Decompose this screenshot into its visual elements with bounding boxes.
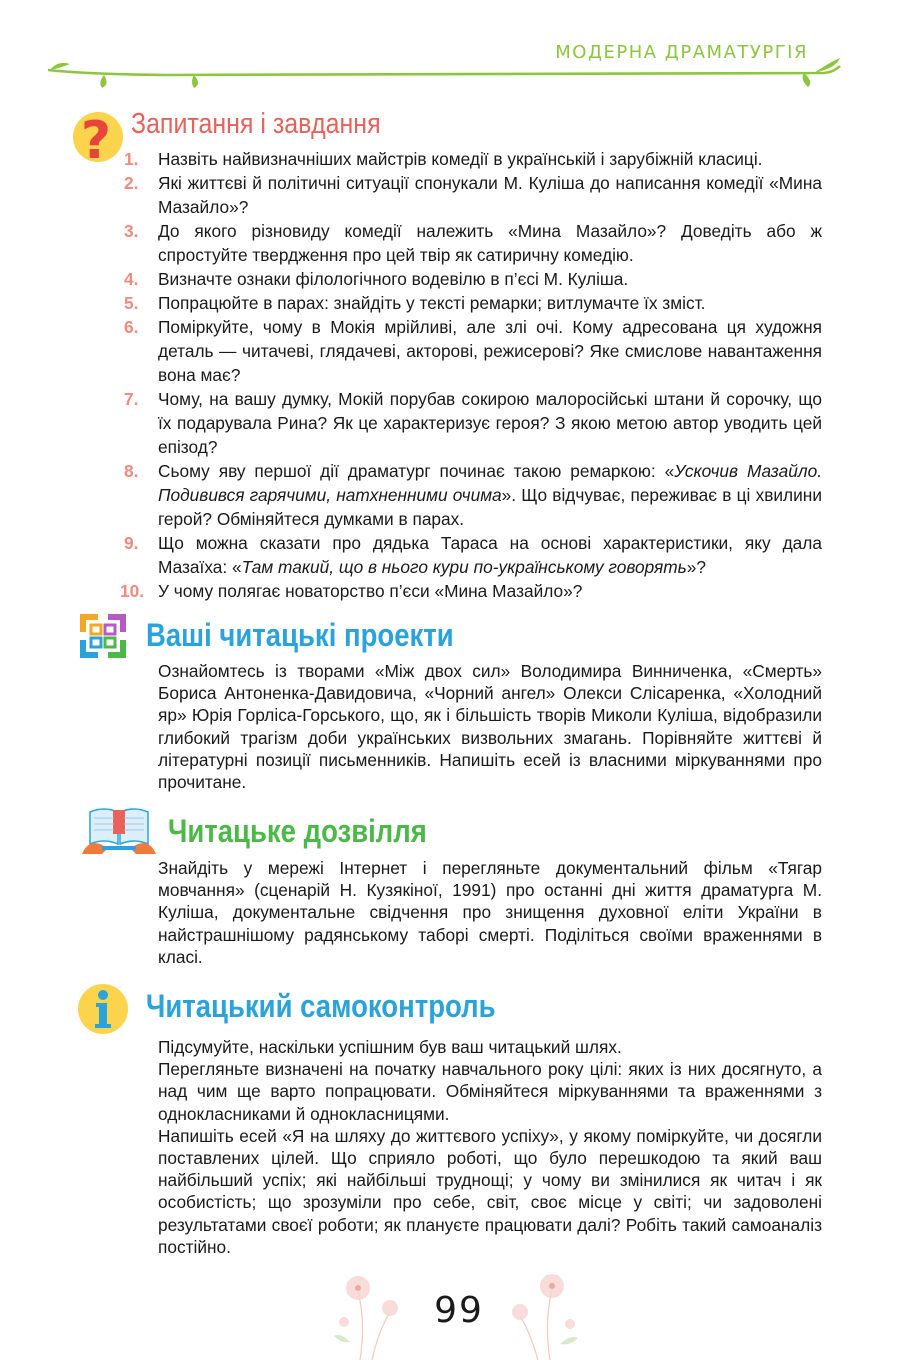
item-text: Чому, на вашу думку, Мокій порубав сокирою малоросійські штани й сорочку, що їх подарувала Рина? Як це характеризує героя? З якою метою автор уводить цей епізод? bbox=[158, 389, 822, 457]
vine-divider-icon bbox=[44, 58, 844, 88]
info-icon bbox=[76, 982, 130, 1036]
list-item bbox=[120, 387, 822, 459]
selfcontrol-text bbox=[158, 1036, 822, 1258]
projects-text: Ознайомтесь із творами «Між двох сил» Володимира Винниченка, «Смерть» Бориса Антоненка-Давидовича, «Чорний ангел» Олекси Слісаренка, «Холодний яр» Юрія Горліса-Горського, що, як і більшість творів Миколи Куліша, відобразили глибокий трагізм доби українських визвольних змагань. Порівняйте життєві й літературні позиції письменників. Напишіть есей із власними міркуваннями про прочитане. bbox=[158, 661, 822, 793]
list-item bbox=[120, 315, 822, 387]
item-number: 8. bbox=[124, 461, 139, 481]
list-item bbox=[120, 531, 822, 579]
item-text-after: ». Що відчуває, переживає в ці хвилини герой? Обміняйтеся думками в парах. bbox=[158, 485, 822, 529]
item-text: Які життєві й політичні ситуації спонукали М. Куліша до написання комедії «Мина Мазайло»? bbox=[158, 173, 822, 217]
list-item bbox=[120, 147, 822, 171]
projects-section-title: Ваші читацькі проекти bbox=[146, 617, 454, 653]
item-text: Визначте ознаки філологічного водевілю в п’єсі М. Куліша. bbox=[158, 269, 629, 289]
item-number: 3. bbox=[124, 221, 139, 241]
item-text: У чому полягає новаторство п’єси «Мина Мазайло»? bbox=[158, 581, 583, 601]
item-text: Попрацюйте в парах: знайдіть у тексті ремарки; витлумачте їх зміст. bbox=[158, 293, 706, 313]
paragraph: Перегляньте визначені на початку навчального року цілі: яких із них досягнуто, а над чим ще варто попрацювати. Обміняйтеся міркуваннями та враженнями з однокласниками й однокласницями. bbox=[158, 1059, 822, 1124]
open-book-icon bbox=[80, 804, 158, 858]
item-number: 1. bbox=[124, 149, 139, 169]
list-item bbox=[120, 291, 822, 315]
item-text-italic: Ускочив Мазайло. Подивився гарячими, натхненними очима bbox=[158, 461, 822, 505]
list-item bbox=[120, 219, 822, 267]
questions-section-title: Запитання і завдання bbox=[131, 108, 381, 140]
projects-icon bbox=[78, 612, 128, 660]
item-text-before: Сьому яву першої дії драматург починає такою ремаркою: « bbox=[158, 461, 675, 481]
list-item bbox=[120, 459, 822, 531]
svg-text:?: ? bbox=[80, 111, 112, 164]
item-number: 6. bbox=[124, 317, 139, 337]
item-text-before: Що можна сказати про дядька Тараса на основі характеристики, яку дала Мазаїха: « bbox=[158, 533, 822, 577]
item-text: До якого різновиду комедії належить «Мина Мазайло»? Доведіть або ж спростуйте твердження про цей твір як сатиричну комедію. bbox=[158, 221, 822, 265]
item-number: 9. bbox=[124, 533, 139, 553]
item-number: 4. bbox=[124, 269, 139, 289]
leisure-text: Знайдіть у мережі Інтернет і перегляньте документальний фільм «Тягар мовчання» (сценарій Н. Кузякіної, 1991) про останні дні життя драматурга М. Куліша, документальне свідчення про знищення духовної еліти України в найстрашнішому радянському таборі смерті. Поділіться своїми враженнями в класі. bbox=[158, 858, 822, 967]
item-text-italic: Там такий, що в нього кури по-українському говорять bbox=[241, 557, 687, 577]
item-number: 7. bbox=[124, 389, 139, 409]
list-item bbox=[120, 267, 822, 291]
item-number: 5. bbox=[124, 293, 139, 313]
list-item bbox=[120, 171, 822, 219]
page-number: 99 bbox=[434, 1290, 484, 1331]
question-mark-icon bbox=[70, 106, 126, 164]
paragraph: Напишіть есей «Я на шляху до життєвого успіху», у якому поміркуйте, чи досягли поставлених цілей. Що сприяло роботі, що було перешкодою та який ваш найбільший успіх; які найбільші труднощі; у чому ви змінилися як читач і як особистість; що зрозуміли про себе, світ, своє місце у світі; чи задоволені результатами своєї роботи; як плануєте працювати далі? Робіть такий самоаналіз постійно. bbox=[158, 1125, 822, 1257]
item-text: Назвіть найвизначніших майстрів комедії в українській і зарубіжній класиці. bbox=[158, 149, 763, 169]
item-text-after: »? bbox=[686, 557, 706, 577]
item-number: 10. bbox=[120, 581, 145, 601]
list-item bbox=[120, 579, 822, 603]
item-number: 2. bbox=[124, 173, 139, 193]
running-head: МОДЕРНА ДРАМАТУРГІЯ bbox=[555, 42, 808, 63]
item-text: Поміркуйте, чому в Мокія мрійливі, але злі очі. Кому адресована ця художня деталь — читачеві, глядачеві, акторові, режисерові? Яке смислове навантаження вона має? bbox=[158, 317, 822, 385]
questions-list bbox=[120, 147, 822, 603]
selfcontrol-section-title: Читацький самоконтроль bbox=[146, 988, 496, 1024]
leisure-section-title: Читацьке дозвілля bbox=[168, 813, 427, 849]
paragraph: Підсумуйте, наскільки успішним був ваш читацький шлях. bbox=[158, 1037, 622, 1057]
